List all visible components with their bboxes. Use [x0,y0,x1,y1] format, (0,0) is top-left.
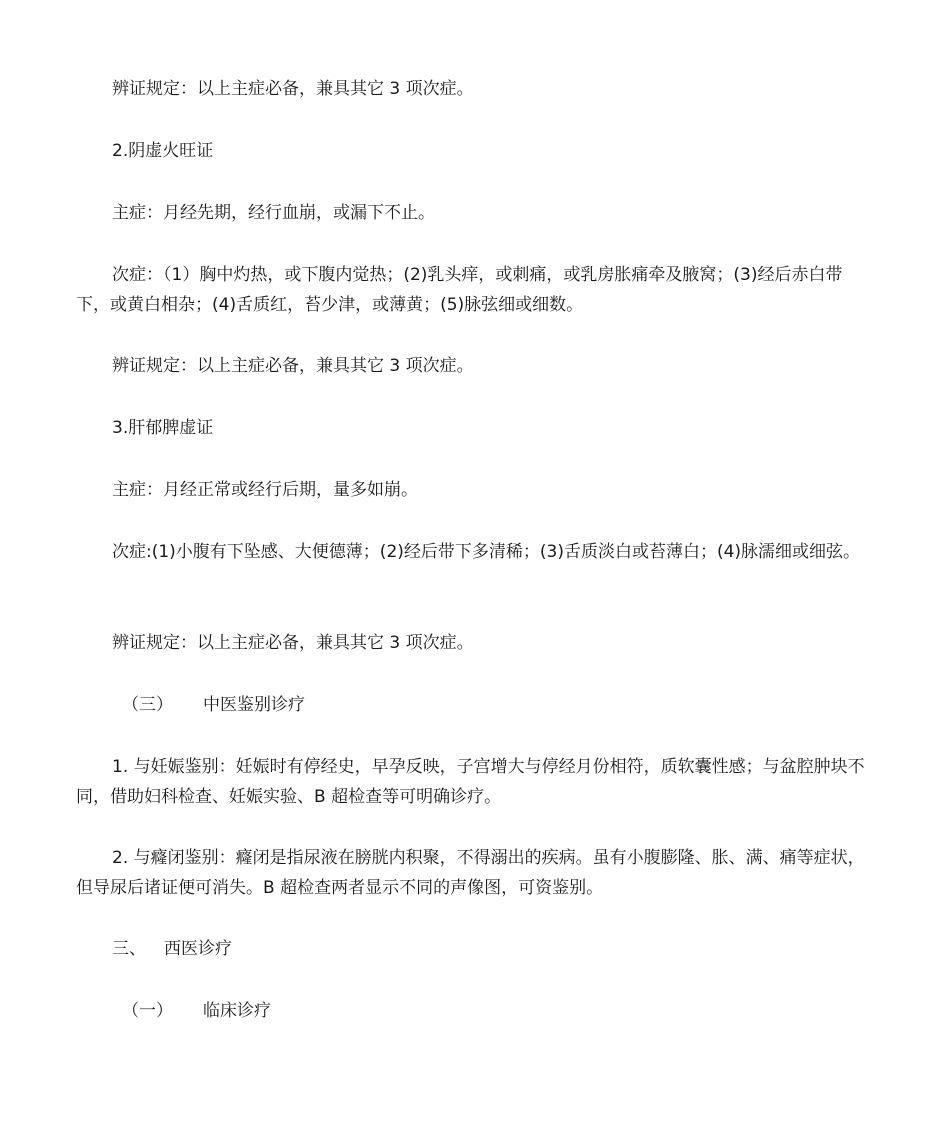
paragraph-secondary-symptom-3: 次症:(1)小腹有下坠感、大便德薄；(2)经后带下多清稀；(3)舌质淡白或苔薄白；(4)脉濡细或细弦。 [112,542,861,562]
paragraph-diagnosis-rule-3: 辨证规定：以上主症必备，兼具其它 3 项次症。 [112,633,474,653]
heading-text: 临床诊疗 [203,1001,271,1021]
paragraph-main-symptom-2: 主症：月经先期，经行血崩，或漏下不止。 [112,203,435,223]
heading-number: （一） [122,1001,173,1021]
paragraph-main-symptom-3: 主症：月经正常或经行后期，量多如崩。 [112,480,418,500]
paragraph-retention-differential: 2. 与癃闭鉴别：癃闭是指尿液在膀胱内积聚，不得溺出的疾病。虽有小腹膨隆、胀、满、痛等症状，但导尿后诸证便可消失。B 超检查两者显示不同的声像图，可资鉴别。 [76,848,865,898]
heading-clinical-diagnosis [76,996,876,1026]
heading-western-diagnosis [76,934,876,964]
paragraph-diagnosis-rule-1: 辨证规定：以上主症必备，兼具其它 3 项次症。 [112,79,474,99]
paragraph-diagnosis-rule-2: 辨证规定：以上主症必备，兼具其它 3 项次症。 [112,356,474,376]
paragraph-secondary-symptom-2: 次症：（1）胸中灼热，或下腹内觉热；(2)乳头痒，或刺痛，或乳房胀痛牵及腋窝；(3)经后赤白带下，或黄白相杂；(4)舌质红，苔少津，或薄黄；(5)脉弦细或细数。 [76,265,843,315]
heading-text: 中医鉴别诊疗 [203,695,305,715]
heading-number: （三） [122,695,173,715]
heading-text: 西医诊疗 [164,939,232,959]
heading-tcm-differential [76,690,876,720]
paragraph-pregnancy-differential: 1. 与妊娠鉴别：妊娠时有停经史，早孕反映，子宫增大与停经月份相符，质软囊性感；与盆腔肿块不同，借助妇科检查、妊娠实验、B 超检查等可明确诊疗。 [76,757,865,807]
heading-number: 三、 [112,939,146,959]
heading-liver-spleen: 3.肝郁脾虚证 [112,418,214,438]
heading-yin-deficiency: 2.阴虚火旺证 [112,141,214,161]
